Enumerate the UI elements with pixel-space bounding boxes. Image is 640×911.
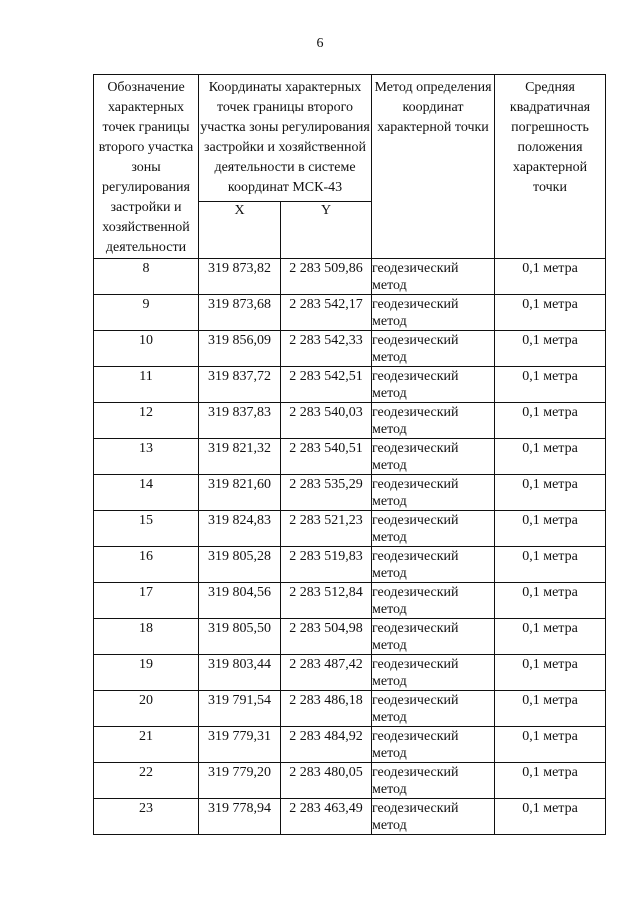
table-row [94, 403, 606, 439]
point-number-cell: 20 [94, 691, 199, 727]
x-coordinate-cell: 319 856,09 [199, 331, 281, 367]
y-coordinate-cell: 2 283 519,83 [281, 547, 372, 583]
point-number-cell: 8 [94, 259, 199, 295]
method-cell: геодезический метод [372, 691, 495, 727]
point-number-cell: 17 [94, 583, 199, 619]
error-cell: 0,1 метра [495, 799, 606, 835]
method-cell: геодезический метод [372, 475, 495, 511]
error-cell: 0,1 метра [495, 619, 606, 655]
table-row [94, 619, 606, 655]
header-method: Метод определения координат характерной точки [372, 75, 495, 259]
table-row [94, 691, 606, 727]
y-coordinate-cell: 2 283 463,49 [281, 799, 372, 835]
method-cell: геодезический метод [372, 547, 495, 583]
x-coordinate-cell: 319 821,32 [199, 439, 281, 475]
point-number-cell: 23 [94, 799, 199, 835]
error-cell: 0,1 метра [495, 763, 606, 799]
y-coordinate-cell: 2 283 487,42 [281, 655, 372, 691]
method-cell: геодезический метод [372, 619, 495, 655]
table-row [94, 583, 606, 619]
error-cell: 0,1 метра [495, 727, 606, 763]
point-number-cell: 22 [94, 763, 199, 799]
table-row [94, 655, 606, 691]
point-number-cell: 9 [94, 295, 199, 331]
y-coordinate-cell: 2 283 542,51 [281, 367, 372, 403]
header-coordinates: Координаты характерных точек границы второго участка зоны регулирования застройки и хозяйственной деятельности в системе координат МСК-43 [199, 75, 372, 202]
method-cell: геодезический метод [372, 763, 495, 799]
error-cell: 0,1 метра [495, 331, 606, 367]
point-number-cell: 11 [94, 367, 199, 403]
error-cell: 0,1 метра [495, 439, 606, 475]
table-header-row [94, 75, 606, 202]
x-coordinate-cell: 319 873,68 [199, 295, 281, 331]
x-coordinate-cell: 319 804,56 [199, 583, 281, 619]
method-cell: геодезический метод [372, 295, 495, 331]
method-cell: геодезический метод [372, 583, 495, 619]
point-number-cell: 10 [94, 331, 199, 367]
error-cell: 0,1 метра [495, 403, 606, 439]
page-number: 6 [316, 36, 324, 51]
header-y: Y [281, 202, 372, 259]
table-row [94, 331, 606, 367]
header-point-designation: Обозначение характерных точек границы второго участка зоны регулирования застройки и хозяйственной деятельности [94, 75, 199, 259]
x-coordinate-cell: 319 837,83 [199, 403, 281, 439]
table-row [94, 367, 606, 403]
error-cell: 0,1 метра [495, 691, 606, 727]
header-error: Средняя квадратичная погрешность положения характерной точки [495, 75, 606, 259]
point-number-cell: 12 [94, 403, 199, 439]
y-coordinate-cell: 2 283 540,03 [281, 403, 372, 439]
error-cell: 0,1 метра [495, 295, 606, 331]
y-coordinate-cell: 2 283 542,17 [281, 295, 372, 331]
point-number-cell: 16 [94, 547, 199, 583]
method-cell: геодезический метод [372, 331, 495, 367]
method-cell: геодезический метод [372, 367, 495, 403]
method-cell: геодезический метод [372, 511, 495, 547]
point-number-cell: 21 [94, 727, 199, 763]
point-number-cell: 13 [94, 439, 199, 475]
method-cell: геодезический метод [372, 799, 495, 835]
method-cell: геодезический метод [372, 403, 495, 439]
method-cell: геодезический метод [372, 259, 495, 295]
x-coordinate-cell: 319 824,83 [199, 511, 281, 547]
y-coordinate-cell: 2 283 504,98 [281, 619, 372, 655]
y-coordinate-cell: 2 283 484,92 [281, 727, 372, 763]
method-cell: геодезический метод [372, 439, 495, 475]
y-coordinate-cell: 2 283 512,84 [281, 583, 372, 619]
table-row [94, 547, 606, 583]
x-coordinate-cell: 319 821,60 [199, 475, 281, 511]
table-row [94, 511, 606, 547]
error-cell: 0,1 метра [495, 511, 606, 547]
x-coordinate-cell: 319 803,44 [199, 655, 281, 691]
error-cell: 0,1 метра [495, 259, 606, 295]
x-coordinate-cell: 319 873,82 [199, 259, 281, 295]
table-row [94, 727, 606, 763]
method-cell: геодезический метод [372, 655, 495, 691]
error-cell: 0,1 метра [495, 547, 606, 583]
error-cell: 0,1 метра [495, 367, 606, 403]
y-coordinate-cell: 2 283 486,18 [281, 691, 372, 727]
error-cell: 0,1 метра [495, 583, 606, 619]
x-coordinate-cell: 319 779,31 [199, 727, 281, 763]
x-coordinate-cell: 319 778,94 [199, 799, 281, 835]
point-number-cell: 19 [94, 655, 199, 691]
coordinates-table [93, 74, 606, 835]
method-cell: геодезический метод [372, 727, 495, 763]
table-row [94, 475, 606, 511]
error-cell: 0,1 метра [495, 475, 606, 511]
y-coordinate-cell: 2 283 540,51 [281, 439, 372, 475]
x-coordinate-cell: 319 837,72 [199, 367, 281, 403]
point-number-cell: 15 [94, 511, 199, 547]
x-coordinate-cell: 319 805,50 [199, 619, 281, 655]
point-number-cell: 18 [94, 619, 199, 655]
table-row [94, 439, 606, 475]
table-row [94, 295, 606, 331]
table-row [94, 763, 606, 799]
y-coordinate-cell: 2 283 509,86 [281, 259, 372, 295]
point-number-cell: 14 [94, 475, 199, 511]
y-coordinate-cell: 2 283 535,29 [281, 475, 372, 511]
x-coordinate-cell: 319 805,28 [199, 547, 281, 583]
x-coordinate-cell: 319 791,54 [199, 691, 281, 727]
table-row [94, 799, 606, 835]
table-body [94, 259, 606, 835]
y-coordinate-cell: 2 283 480,05 [281, 763, 372, 799]
y-coordinate-cell: 2 283 521,23 [281, 511, 372, 547]
table-row [94, 259, 606, 295]
x-coordinate-cell: 319 779,20 [199, 763, 281, 799]
header-x: X [199, 202, 281, 259]
error-cell: 0,1 метра [495, 655, 606, 691]
y-coordinate-cell: 2 283 542,33 [281, 331, 372, 367]
